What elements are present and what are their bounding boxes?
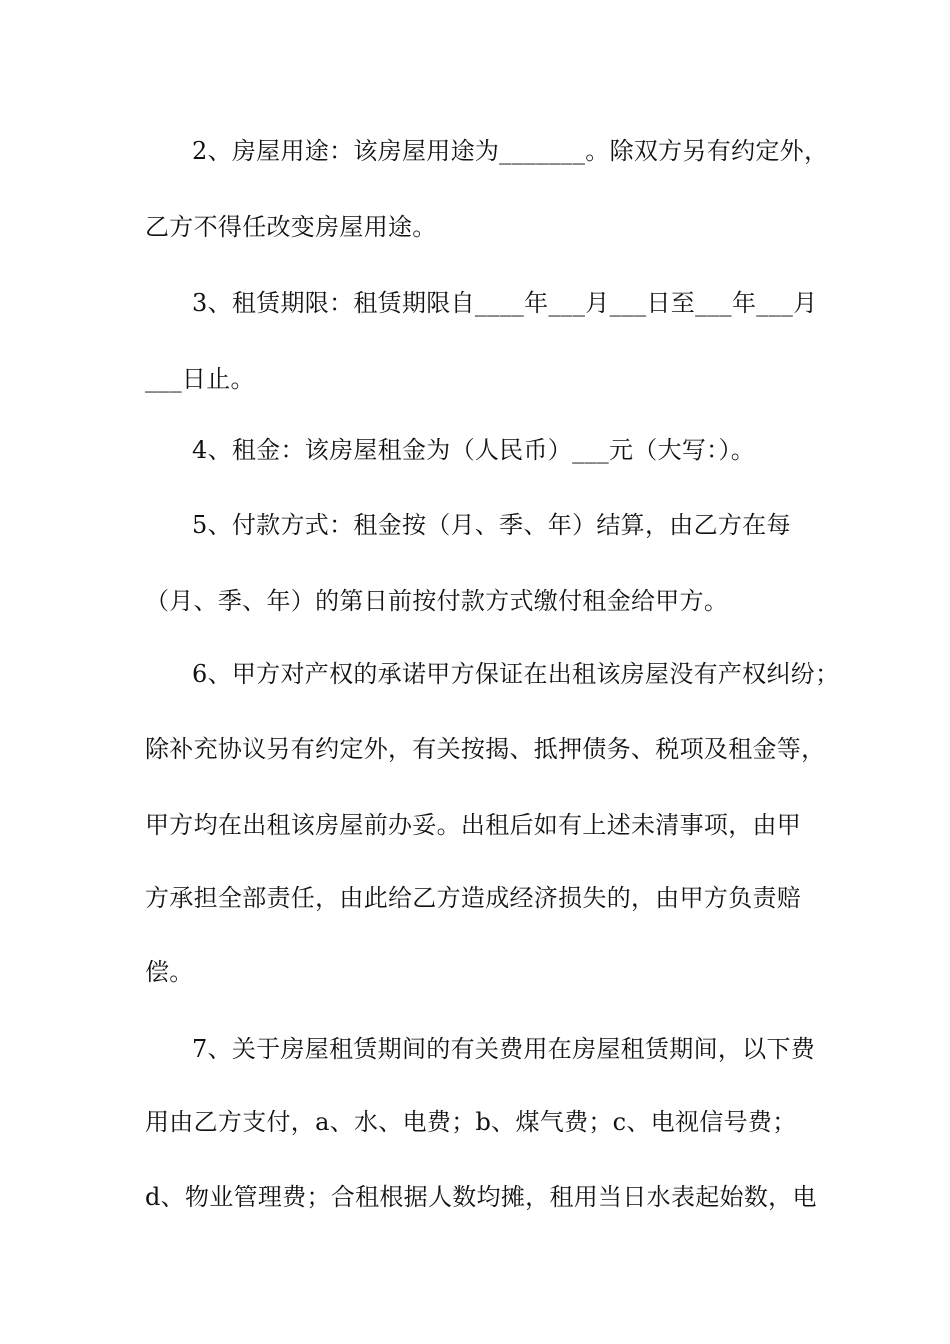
clause-5-line-2: （月、季、年）的第日前按付款方式缴付租金给甲方。 — [145, 587, 729, 615]
clause-3-line-1: 3、租赁期限：租赁期限自____年___月___日至___年___月 — [192, 289, 818, 317]
clause-7-line-3: d、物业管理费；合租根据人数均摊，租用当日水表起始数，电 — [145, 1183, 817, 1211]
clause-3-line-2: ___日止。 — [145, 365, 255, 393]
clause-7-line-1: 7、关于房屋租赁期间的有关费用在房屋租赁期间，以下费 — [192, 1035, 816, 1063]
clause-5-line-1: 5、付款方式：租金按（月、季、年）结算，由乙方在每 — [192, 511, 791, 539]
clause-6-line-1: 6、甲方对产权的承诺甲方保证在出租该房屋没有产权纠纷； — [192, 660, 840, 688]
clause-6-line-3: 甲方均在出租该房屋前办妥。出租后如有上述未清事项，由甲 — [145, 811, 802, 839]
clause-6-line-2: 除补充协议另有约定外，有关按揭、抵押债务、税项及租金等， — [145, 735, 826, 763]
clause-6-line-5: 偿。 — [145, 958, 194, 986]
clause-6-line-4: 方承担全部责任，由此给乙方造成经济损失的，由甲方负责赔 — [145, 884, 802, 912]
clause-4-line-1: 4、租金：该房屋租金为（人民币）___元（大写：）。 — [192, 436, 756, 464]
clause-2-line-1: 2、房屋用途：该房屋用途为_______。除双方另有约定外， — [192, 137, 829, 165]
clause-7-line-2: 用由乙方支付，a、水、电费；b、煤气费；c、电视信号费； — [145, 1108, 797, 1136]
clause-2-line-2: 乙方不得任改变房屋用途。 — [145, 213, 437, 241]
